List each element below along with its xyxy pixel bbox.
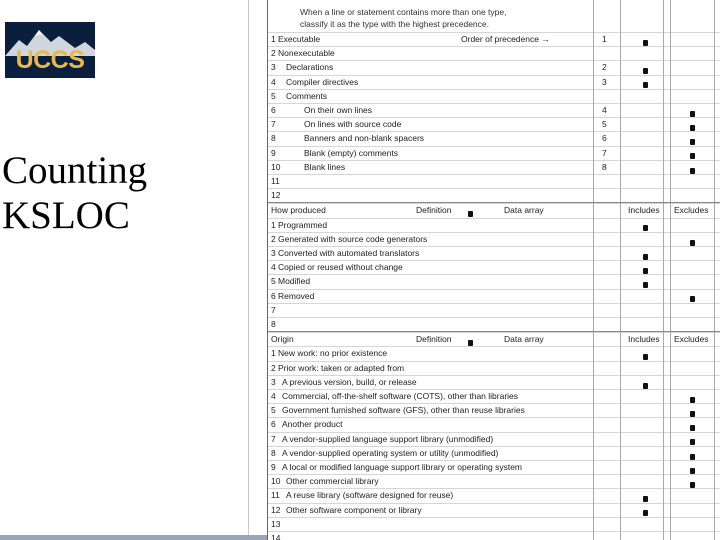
column-divider bbox=[593, 332, 594, 540]
checkmark-icon bbox=[690, 425, 695, 431]
excludes-header: Excludes bbox=[674, 205, 709, 216]
section-label: How produced bbox=[271, 205, 326, 216]
row-number: 6 bbox=[271, 419, 276, 430]
checkmark-icon bbox=[690, 468, 695, 474]
row-label: Declarations bbox=[286, 62, 334, 73]
divider bbox=[248, 0, 249, 540]
definition-label: Definition bbox=[416, 205, 452, 216]
how-produced-row bbox=[268, 260, 720, 274]
slide-title bbox=[2, 148, 147, 238]
row-number: 9 bbox=[271, 462, 276, 472]
statement-row bbox=[268, 117, 720, 131]
bottom-bar bbox=[0, 535, 268, 540]
row-number: 2 bbox=[271, 233, 276, 244]
column-divider bbox=[620, 0, 621, 202]
row-number: 2 bbox=[271, 362, 276, 373]
precedence-order: 6 bbox=[602, 133, 607, 144]
row-number: 4 bbox=[271, 391, 276, 401]
row-number: 11 bbox=[271, 176, 280, 186]
origin-row bbox=[268, 432, 720, 446]
logo-text: UCCS bbox=[15, 46, 85, 74]
statement-row bbox=[268, 160, 720, 174]
data-array-label: Data array bbox=[504, 205, 544, 216]
checkmark-icon bbox=[690, 240, 695, 246]
origin-row bbox=[268, 403, 720, 417]
statement-row bbox=[268, 131, 720, 145]
row-number: 8 bbox=[271, 447, 276, 458]
excludes-header: Excludes bbox=[674, 334, 709, 345]
row-number: 8 bbox=[271, 319, 276, 329]
row-number: 7 bbox=[271, 119, 276, 130]
checkmark-icon bbox=[643, 354, 648, 360]
row-label: A reuse library (software designed for reuse) bbox=[286, 490, 454, 501]
how-produced-row bbox=[268, 317, 720, 331]
origin-row bbox=[268, 488, 720, 502]
row-number: 3 bbox=[271, 248, 276, 258]
row-number: 2 bbox=[271, 48, 276, 59]
statement-row bbox=[268, 103, 720, 117]
precedence-order: 2 bbox=[602, 62, 607, 73]
row-number: 3 bbox=[271, 62, 276, 73]
column-divider bbox=[620, 332, 621, 540]
row-label: A vendor-supplied operating system or utility (unmodified) bbox=[282, 447, 499, 458]
row-label: Prior work: taken or adapted from bbox=[278, 362, 405, 373]
statement-row bbox=[268, 89, 720, 103]
row-label: Removed bbox=[278, 290, 315, 301]
how-produced-row bbox=[268, 289, 720, 303]
checkmark-icon bbox=[690, 482, 695, 488]
checkmark-icon bbox=[690, 111, 695, 117]
origin-row bbox=[268, 446, 720, 460]
row-label: Programmed bbox=[278, 219, 328, 230]
uccs-logo bbox=[5, 22, 95, 78]
row-number: 10 bbox=[271, 161, 281, 172]
row-number: 11 bbox=[271, 490, 280, 501]
checkmark-icon bbox=[690, 454, 695, 460]
row-number: 9 bbox=[271, 147, 276, 158]
statement-row bbox=[268, 188, 720, 202]
row-number: 5 bbox=[271, 90, 276, 101]
origin-row bbox=[268, 503, 720, 517]
checkmark-icon bbox=[468, 340, 473, 346]
row-number: 7 bbox=[271, 304, 276, 315]
checkmark-icon bbox=[690, 125, 695, 131]
origin-row bbox=[268, 375, 720, 389]
row-label: A previous version, build, or release bbox=[282, 376, 417, 387]
note-line: When a line or statement contains more than one type, bbox=[300, 7, 507, 17]
how-produced-header bbox=[268, 203, 720, 217]
column-divider bbox=[663, 0, 664, 202]
column-divider bbox=[663, 203, 664, 331]
origin-row bbox=[268, 531, 720, 540]
statement-row bbox=[268, 146, 720, 160]
data-array-label: Data array bbox=[504, 334, 544, 345]
statement-row bbox=[268, 60, 720, 74]
checkmark-icon bbox=[643, 383, 648, 389]
row-number: 6 bbox=[271, 105, 276, 115]
row-label: A local or modified language support library or operating system bbox=[282, 462, 523, 472]
row-number: 13 bbox=[271, 518, 281, 529]
row-label: On lines with source code bbox=[304, 119, 402, 130]
precedence-order: 1 bbox=[602, 34, 607, 44]
origin-row bbox=[268, 474, 720, 488]
section-label: Origin bbox=[271, 334, 294, 345]
includes-header: Includes bbox=[628, 334, 660, 345]
column-divider bbox=[663, 332, 664, 540]
definition-label: Definition bbox=[416, 334, 452, 345]
row-label: Banners and non-blank spacers bbox=[304, 133, 425, 144]
precedence-order: 5 bbox=[602, 119, 607, 130]
row-number: 3 bbox=[271, 376, 276, 387]
statement-row bbox=[268, 32, 720, 46]
checkmark-icon bbox=[690, 411, 695, 417]
checkmark-icon bbox=[690, 153, 695, 159]
checkmark-icon bbox=[643, 225, 648, 231]
checkmark-icon bbox=[690, 296, 695, 302]
statement-row bbox=[268, 174, 720, 188]
origin-row bbox=[268, 460, 720, 474]
row-number: 12 bbox=[271, 190, 281, 201]
column-divider bbox=[670, 332, 671, 540]
row-label: Nonexecutable bbox=[278, 48, 335, 59]
row-number: 1 bbox=[271, 348, 276, 359]
row-label: On their own lines bbox=[304, 105, 373, 115]
row-label: Generated with source code generators bbox=[278, 233, 428, 244]
column-divider bbox=[714, 332, 715, 540]
row-label: Commercial, off-the-shelf software (COTS), other than libraries bbox=[282, 391, 519, 401]
precedence-order: 7 bbox=[602, 147, 607, 158]
row-number: 12 bbox=[271, 504, 281, 515]
checkmark-icon bbox=[468, 211, 473, 217]
note-line: classify it as the type with the highest precedence. bbox=[300, 19, 489, 29]
title-line: Counting bbox=[2, 149, 148, 192]
row-number: 4 bbox=[271, 76, 276, 87]
row-label: Government furnished software (GFS), other than reuse libraries bbox=[282, 405, 525, 416]
row-number: 14 bbox=[271, 533, 281, 540]
checkmark-icon bbox=[643, 496, 648, 502]
column-divider bbox=[670, 0, 671, 202]
row-label: Compiler directives bbox=[286, 76, 359, 87]
row-number: 1 bbox=[271, 34, 276, 44]
checkmark-icon bbox=[643, 268, 648, 274]
checkmark-icon bbox=[643, 254, 648, 260]
row-number: 5 bbox=[271, 276, 276, 287]
row-label: A vendor-supplied language support library (unmodified) bbox=[282, 433, 494, 444]
row-label: Converted with automated translators bbox=[278, 248, 420, 258]
checkmark-icon bbox=[643, 82, 648, 88]
statement-row bbox=[268, 46, 720, 60]
checkmark-icon bbox=[690, 439, 695, 445]
column-divider bbox=[620, 203, 621, 331]
row-label: Another product bbox=[282, 419, 343, 430]
precedence-order: 8 bbox=[602, 161, 607, 172]
row-number: 1 bbox=[271, 219, 276, 230]
row-label: Blank lines bbox=[304, 161, 346, 172]
includes-header: Includes bbox=[628, 205, 660, 216]
precedence-order: 4 bbox=[602, 105, 607, 115]
row-number: 10 bbox=[271, 476, 281, 487]
how-produced-row bbox=[268, 303, 720, 317]
row-number: 8 bbox=[271, 133, 276, 144]
checkmark-icon bbox=[643, 282, 648, 288]
checkmark-icon bbox=[690, 139, 695, 145]
title-line: KSLOC bbox=[2, 194, 130, 237]
statement-row bbox=[268, 75, 720, 89]
how-produced-row bbox=[268, 232, 720, 246]
origin-header bbox=[268, 332, 720, 346]
origin-row bbox=[268, 417, 720, 431]
row-label: Blank (empty) comments bbox=[304, 147, 398, 158]
row-number: 4 bbox=[271, 262, 276, 273]
definition-checklist-document bbox=[267, 0, 720, 540]
column-divider bbox=[593, 203, 594, 331]
row-number: 7 bbox=[271, 433, 276, 444]
checkmark-icon bbox=[643, 510, 648, 516]
how-produced-row bbox=[268, 246, 720, 260]
row-label: Comments bbox=[286, 90, 328, 101]
row-number: 5 bbox=[271, 405, 276, 416]
row-number: 6 bbox=[271, 290, 276, 301]
column-divider bbox=[593, 0, 594, 202]
precedence-order: 3 bbox=[602, 76, 607, 87]
origin-row bbox=[268, 389, 720, 403]
row-label: Modified bbox=[278, 276, 311, 287]
row-label: Executable bbox=[278, 34, 321, 44]
origin-row bbox=[268, 361, 720, 375]
column-divider bbox=[714, 203, 715, 331]
row-label: Copied or reused without change bbox=[278, 262, 403, 273]
how-produced-row bbox=[268, 218, 720, 232]
checkmark-icon bbox=[690, 168, 695, 174]
checkmark-icon bbox=[690, 397, 695, 403]
checkmark-icon bbox=[643, 40, 648, 46]
checkmark-icon bbox=[643, 68, 648, 74]
row-label: Other software component or library bbox=[286, 504, 422, 515]
origin-row bbox=[268, 346, 720, 360]
column-divider bbox=[670, 203, 671, 331]
order-of-precedence-label: Order of precedence → bbox=[461, 34, 550, 44]
row-label: New work: no prior existence bbox=[278, 348, 388, 359]
origin-row bbox=[268, 517, 720, 531]
column-divider bbox=[714, 0, 715, 202]
how-produced-row bbox=[268, 274, 720, 288]
row-label: Other commercial library bbox=[286, 476, 379, 487]
precedence-note bbox=[300, 6, 506, 30]
